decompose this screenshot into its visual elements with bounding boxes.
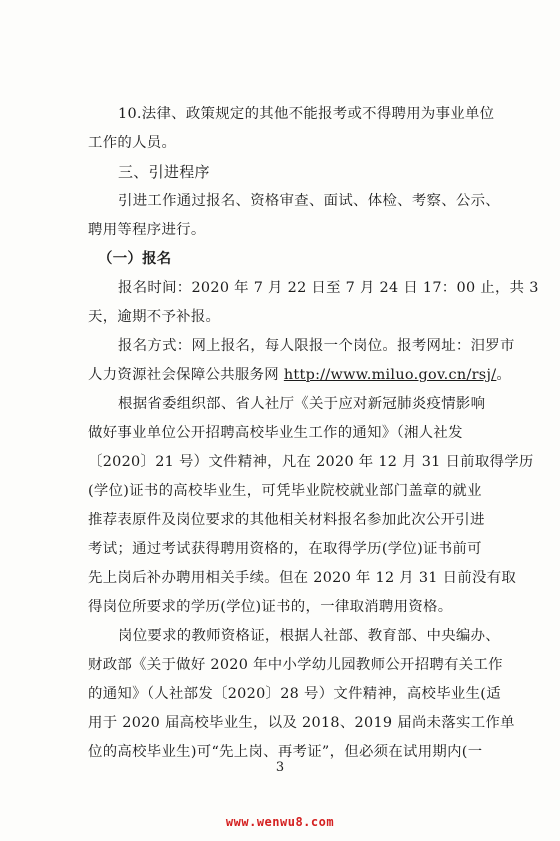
text-line: 财政部《关于做好 2020 年中小学幼儿园教师公开招聘有关工作 — [88, 657, 503, 673]
page-number: 3 — [275, 760, 285, 775]
text-line: 先上岗后补办聘用相关手续。但在 2020 年 12 月 31 日前没有取 — [88, 570, 517, 586]
text-span: 。 — [496, 367, 512, 383]
text-line: 报名方式：网上报名，每人限报一个岗位。报考网址：汨罗市 — [118, 338, 515, 354]
text-line: 引进工作通过报名、资格审查、面试、体检、考察、公示、 — [118, 193, 500, 209]
text-line: 的通知》（人社部发〔2020〕28 号）文件精神，高校毕业生(适 — [88, 686, 501, 702]
text-line — [88, 365, 511, 385]
text-line: 工作的人员。 — [88, 135, 177, 151]
text-line: 天，逾期不予补报。 — [88, 309, 221, 325]
text-line: 位的高校毕业生)可“先上岗、再考证”，但必须在试用期内(一 — [88, 744, 483, 760]
text-line: 推荐表原件及岗位要求的其他相关材料报名参加此次公开引进 — [88, 512, 485, 528]
text-line: 岗位要求的教师资格证，根据人社部、教育部、中央编办、 — [118, 628, 500, 644]
text-line: (学位)证书的高校毕业生，可凭毕业院校就业部门盖章的就业 — [88, 483, 482, 499]
text-line: 考试；通过考试获得聘用资格的，在取得学历(学位)证书前可 — [88, 541, 482, 557]
text-span: 人力资源社会保障公共服务网 — [88, 367, 284, 383]
text-line: 做好事业单位公开招聘高校毕业生工作的通知》（湘人社发 — [88, 425, 463, 441]
section-heading: 三、引进程序 — [118, 163, 210, 181]
text-line: 报名时间：2020 年 7 月 22 日至 7 月 24 日 17：00 止，共 3 — [118, 280, 539, 296]
watermark: www.wenwu8.com — [225, 815, 335, 829]
website-link[interactable]: http://www.miluo.gov.cn/rsj/ — [283, 367, 497, 383]
text-line: 根据省委组织部、省人社厅《关于应对新冠肺炎疫情影响 — [118, 396, 486, 412]
text-line: 〔2020〕21 号）文件精神，凡在 2020 年 12 月 31 日前取得学历 — [88, 454, 534, 470]
text-line: 得岗位所要求的学历(学位)证书的，一律取消聘用资格。 — [88, 599, 453, 615]
text-line: 10.法律、政策规定的其他不能报考或不得聘用为事业单位 — [118, 106, 495, 122]
subsection-heading: （一）报名 — [98, 250, 172, 267]
text-line: 聘用等程序进行。 — [88, 222, 206, 238]
text-line: 用于 2020 届高校毕业生，以及 2018、2019 届尚未落实工作单 — [88, 715, 515, 731]
